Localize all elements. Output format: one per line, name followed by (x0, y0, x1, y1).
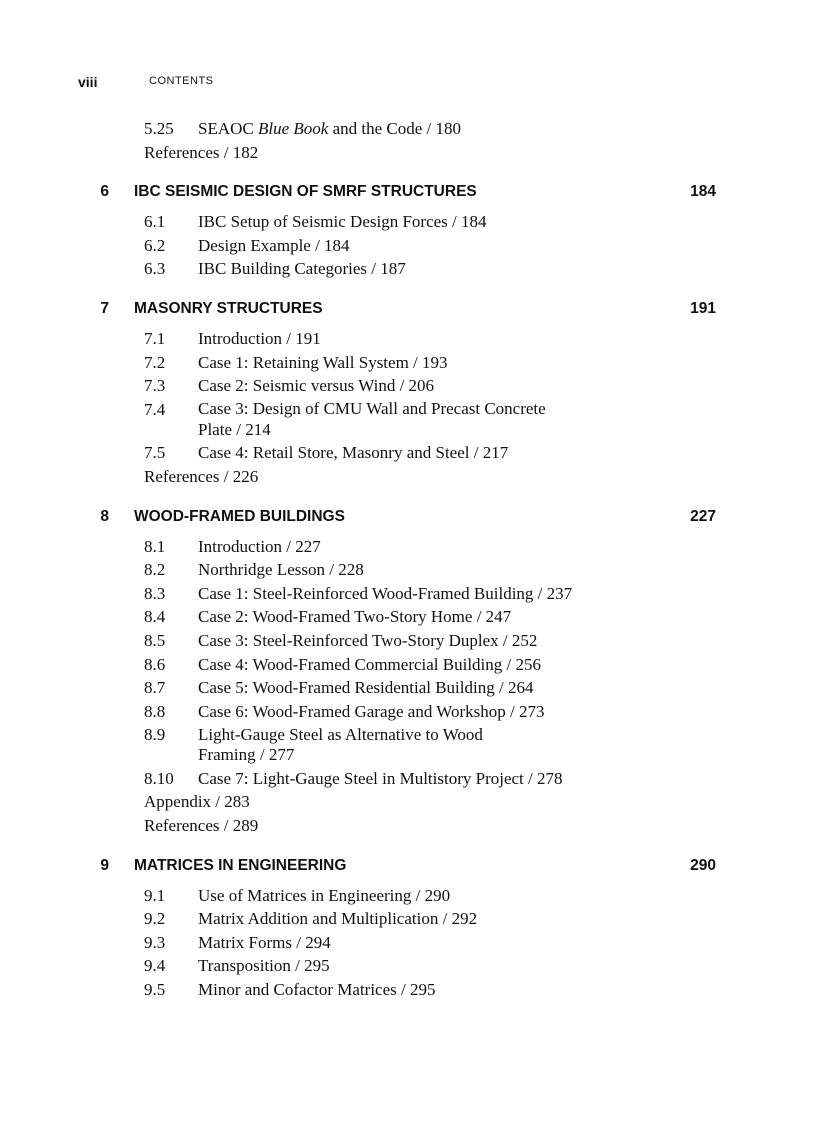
entry-number: 6.2 (144, 235, 166, 255)
entry-title: Case 2: Wood-Framed Two-Story Home / 247 (198, 607, 512, 627)
entry-title: Matrix Addition and Multiplication / 292 (198, 909, 478, 929)
toc-entry[interactable] (0, 653, 816, 677)
toc-entry[interactable] (0, 558, 816, 582)
toc-entry[interactable] (0, 351, 816, 375)
entry-number: 8.4 (144, 607, 166, 627)
toc-entry[interactable] (0, 767, 816, 791)
entry-title: Case 1: Steel-Reinforced Wood-Framed Building / 237 (198, 583, 573, 603)
chapter-title: MASONRY STRUCTURES (134, 299, 323, 317)
toc-entry[interactable] (0, 582, 816, 606)
chapter-page: 184 (690, 183, 716, 201)
entry-title: Minor and Cofactor Matrices / 295 (198, 980, 436, 1000)
entry-title: Case 2: Seismic versus Wind / 206 (198, 376, 435, 396)
entry-title: SEAOC Blue Book and the Code / 180 (198, 119, 461, 138)
chapter-title: IBC SEISMIC DESIGN OF SMRF STRUCTURES (134, 183, 477, 201)
toc-entry[interactable] (0, 931, 816, 955)
toc-references[interactable] (0, 141, 816, 165)
entry-title: Case 3: Steel-Reinforced Two-Story Duplex / 252 (198, 630, 538, 650)
entry-title: IBC Setup of Seismic Design Forces / 184 (198, 212, 487, 232)
chapter-heading[interactable] (0, 180, 816, 203)
running-head: CONTENTS (149, 75, 214, 87)
chapter-page: 191 (690, 299, 716, 317)
entry-number: 8.6 (144, 654, 166, 674)
entry-number: 8.2 (144, 560, 166, 580)
chapter-heading[interactable] (0, 854, 816, 877)
toc (0, 117, 816, 1002)
references-label: References / 182 (144, 142, 259, 162)
entry-number: 8.9 (144, 725, 166, 745)
entry-number: 7.4 (144, 399, 166, 419)
chapter-page: 290 (690, 856, 716, 874)
entry-number: 8.1 (144, 536, 166, 556)
entry-number: 7.3 (144, 376, 166, 396)
entry-title: Transposition / 295 (198, 956, 330, 976)
toc-entry[interactable] (0, 907, 816, 931)
entry-title: Introduction / 191 (198, 328, 321, 348)
toc-entry[interactable] (0, 629, 816, 653)
chapter-title: MATRICES IN ENGINEERING (134, 856, 347, 874)
references-label: References / 289 (144, 816, 259, 836)
chapter-title: WOOD-FRAMED BUILDINGS (134, 507, 345, 525)
entry-title: Use of Matrices in Engineering / 290 (198, 885, 451, 905)
toc-references[interactable] (0, 465, 816, 489)
chapter-heading[interactable] (0, 505, 816, 528)
entry-number: 7.1 (144, 328, 166, 348)
entry-title: Matrix Forms / 294 (198, 932, 331, 952)
toc-entry[interactable] (0, 398, 816, 442)
entry-number: 8.10 (144, 768, 174, 788)
toc-entry[interactable] (0, 234, 816, 258)
entry-title: Light-Gauge Steel as Alternative to Wood Framing / 277 (198, 724, 483, 765)
entry-number: 9.1 (144, 885, 166, 905)
entry-title: Northridge Lesson / 228 (198, 560, 364, 580)
toc-entry[interactable] (0, 117, 816, 141)
toc-entry[interactable] (0, 884, 816, 908)
chapter-number: 9 (100, 856, 109, 874)
entry-number: 9.4 (144, 956, 166, 976)
entry-number: 9.2 (144, 909, 166, 929)
toc-entry[interactable] (0, 700, 816, 724)
toc-entry[interactable] (0, 210, 816, 234)
chapter-number: 6 (100, 183, 109, 201)
entry-number: 7.2 (144, 352, 166, 372)
toc-entry[interactable] (0, 954, 816, 978)
toc-entry[interactable] (0, 676, 816, 700)
toc-appendix[interactable] (0, 790, 816, 814)
toc-entry[interactable] (0, 535, 816, 559)
entry-title: Case 4: Wood-Framed Commercial Building / 256 (198, 654, 541, 674)
toc-entry[interactable] (0, 327, 816, 351)
toc-entry[interactable] (0, 374, 816, 398)
entry-title: Case 1: Retaining Wall System / 193 (198, 352, 448, 372)
chapter-heading[interactable] (0, 297, 816, 320)
entry-number: 8.7 (144, 678, 166, 698)
entry-number: 8.8 (144, 701, 166, 721)
entry-title: Design Example / 184 (198, 235, 350, 255)
entry-title: IBC Building Categories / 187 (198, 259, 406, 279)
entry-title: Introduction / 227 (198, 536, 321, 556)
toc-entry[interactable] (0, 257, 816, 281)
entry-number: 5.25 (144, 119, 174, 138)
chapter-number: 8 (100, 507, 109, 525)
entry-number: 6.1 (144, 212, 166, 232)
entry-number: 7.5 (144, 443, 166, 463)
chapter-page: 227 (690, 507, 716, 525)
entry-number: 9.3 (144, 932, 166, 952)
entry-number: 8.5 (144, 630, 166, 650)
book-title: Blue Book (257, 119, 329, 138)
entry-title: Case 7: Light-Gauge Steel in Multistory Project / 278 (198, 768, 563, 788)
toc-entry[interactable] (0, 978, 816, 1002)
toc-entry[interactable] (0, 441, 816, 465)
toc-entry[interactable] (0, 723, 816, 767)
appendix-label: Appendix / 283 (144, 792, 250, 812)
entry-title: Case 3: Design of CMU Wall and Precast Concrete Plate / 214 (198, 399, 546, 439)
references-label: References / 226 (144, 466, 259, 486)
entry-number: 6.3 (144, 259, 166, 279)
entry-title: Case 5: Wood-Framed Residential Building / 264 (198, 678, 534, 698)
entry-title: Case 4: Retail Store, Masonry and Steel / 217 (198, 443, 509, 463)
toc-entry[interactable] (0, 605, 816, 629)
entry-title: Case 6: Wood-Framed Garage and Workshop / 273 (198, 701, 545, 721)
entry-number: 9.5 (144, 980, 166, 1000)
toc-references[interactable] (0, 814, 816, 838)
folio: viii (78, 74, 98, 90)
entry-number: 8.3 (144, 583, 166, 603)
chapter-number: 7 (100, 299, 109, 317)
